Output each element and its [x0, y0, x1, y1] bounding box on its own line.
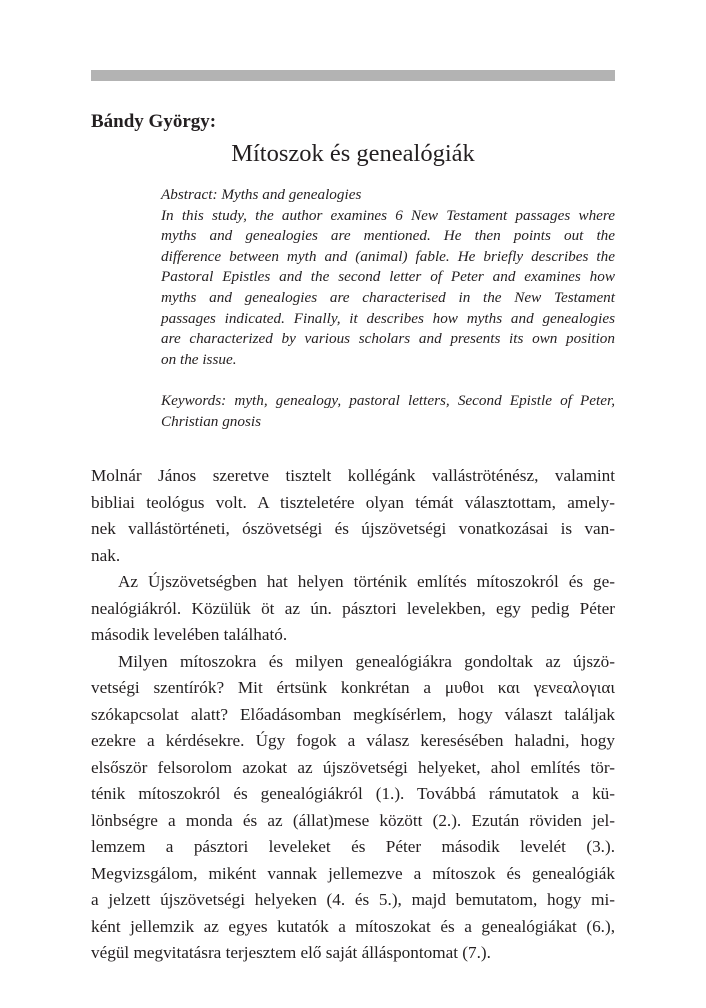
abstract-heading: Abstract: Myths and genealogies [161, 186, 362, 203]
body-line: ként jellemzik az egyes kutatók a mítoszokat és a genealógiákat (6.), [91, 916, 615, 936]
body-line: Milyen mítoszokra és milyen genealógiákra gondoltak az újszö- [118, 651, 615, 671]
body-line: ezekre a kérdésekre. Úgy fogok a válasz keresésében haladni, hogy [91, 731, 615, 750]
body-line: lemzem a pásztori leveleket és Péter második levelét (3.). [91, 837, 615, 856]
keywords-line: Christian gnosis [161, 412, 262, 430]
abstract-block [161, 185, 615, 432]
keywords-line: Keywords: myth, genealogy, pastoral letters, Second Epistle of Peter, [161, 391, 615, 409]
body-line: vetségi szentírók? Mit értsünk konkrétan a μυθοι και γενεαλογιαι [91, 678, 615, 697]
abstract-line: myths and genealogies are mentioned. He then points out the [161, 227, 615, 245]
abstract-line: myths and genealogies are characterised in the New Testament [161, 288, 615, 306]
abstract-line: Pastoral Epistles and the second letter of Peter and examines how [161, 268, 615, 286]
body-line: második levelében található. [91, 625, 288, 644]
author-name: Bándy György: [91, 111, 217, 132]
abstract-line: difference between myth and (animal) fable. He briefly describes the [161, 247, 615, 265]
body-line: nak. [91, 545, 121, 565]
abstract-line: are characterized by various scholars and presents its own position [161, 330, 615, 348]
body-line: elsőször felsorolom azokat az újszövetségi helyeket, ahol említés tör- [91, 757, 615, 777]
body-line: Megvizsgálom, miként vannak jellemezve a mítoszok és genealógiák [91, 863, 615, 883]
body-line: szókapcsolat alatt? Előadásomban megkísérlem, hogy választ találjak [91, 704, 615, 724]
body-line: Az Újszövetségben hat helyen történik említés mítoszokról és ge- [118, 572, 615, 591]
body-line: bibliai teológus volt. A tiszteletére olyan témát választottam, amely- [91, 492, 615, 512]
body-text [91, 463, 615, 967]
body-line: lönbségre a monda és az (állat)mese között (2.). Ezután röviden jel- [91, 810, 615, 830]
abstract-line: In this study, the author examines 6 New Testament passages where [161, 206, 615, 224]
abstract-line: on the issue. [161, 350, 237, 368]
body-line: nek vallástörténeti, ószövetségi és újszövetségi vonatkozásai is van- [91, 519, 615, 538]
body-line: végül megvitatásra terjesztem elő saját álláspontomat (7.). [91, 943, 491, 962]
body-line: nealógiákról. Közülük öt az ún. pásztori levelekben, egy pedig Péter [91, 598, 615, 618]
top-rule [91, 70, 615, 81]
article-title: Mítoszok és genealógiák [231, 140, 475, 167]
body-line: ténik mítoszokról és genealógiákról (1.). Továbbá rámutatok a kü- [91, 784, 615, 803]
body-line: Molnár János szeretve tisztelt kollégánk valláströténész, valamint [91, 466, 615, 485]
keywords [161, 391, 615, 432]
body-line: a jelzett újszövetségi helyeken (4. és 5.), majd bemutatom, hogy mi- [91, 890, 615, 909]
abstract-line: passages indicated. Finally, it describes how myths and genealogies [161, 309, 615, 327]
